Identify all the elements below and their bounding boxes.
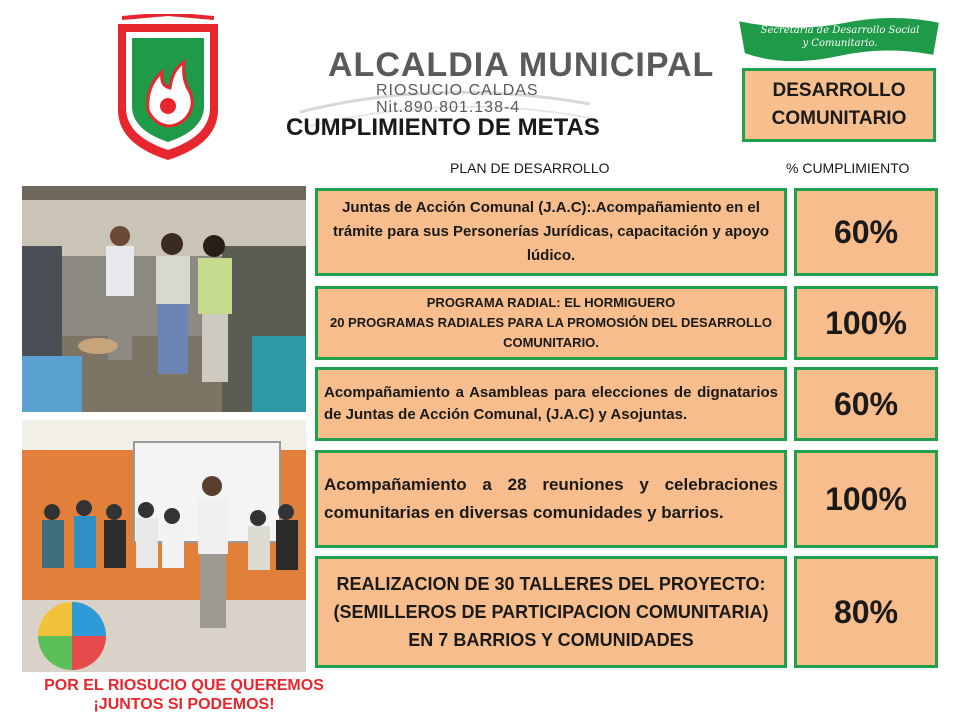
goal-row-1-percentage: 60% (794, 188, 938, 276)
goal-row-2-description (315, 286, 787, 360)
goal-row-5-description (315, 556, 787, 668)
goal-row-3-percentage: 60% (794, 367, 938, 441)
department-box: DESARROLLO COMUNITARIO (742, 68, 936, 142)
goal-row-4-text: Acompañamiento a 28 reuniones y celebraciones comunitarias en diversas comunidades y barrios. (324, 475, 778, 522)
header-title: ALCALDIA MUNICIPAL (328, 46, 715, 84)
goal-row-1-text: Juntas de Acción Comunal (J.A.C):.Acompañamiento en el trámite para sus Personerías Jurídicas, capacitación y apoyo lúdico. (332, 199, 770, 264)
alcaldia-shield-logo (112, 14, 224, 162)
column-header-plan: PLAN DE DESARROLLO (450, 160, 610, 176)
slogan-line-1: POR EL RIOSUCIO QUE QUEREMOS (44, 677, 324, 694)
slogan (34, 676, 334, 714)
goal-row-1-description (315, 188, 787, 276)
goal-row-2-percentage: 100% (794, 286, 938, 360)
goal-row-3-description (315, 367, 787, 441)
column-header-percentage: % CUMPLIMIENTO (786, 160, 910, 176)
goal-row-2-heading: PROGRAMA RADIAL: EL HORMIGUERO (426, 295, 676, 310)
goal-row-2-text: 20 PROGRAMAS RADIALES PARA LA PROMOSIÓN DEL DESARROLLO COMUNITARIO. (329, 315, 773, 350)
photo-workshop (22, 420, 306, 672)
goal-row-3-text: Acompañamiento a Asambleas para elecciones de dignatarios de Juntas de Acción Comunal, (J.A.C) y Asojuntas. (324, 384, 778, 423)
photo-community-meeting (22, 186, 306, 412)
goal-row-5-text: REALIZACION DE 30 TALLERES DEL PROYECTO: (SEMILLEROS DE PARTICIPACION COMUNITARIA) EN 7 BARRIOS Y COMUNIDADES (333, 574, 769, 650)
goal-row-4-description (315, 450, 787, 548)
goal-row-5-percentage: 80% (794, 556, 938, 668)
slogan-line-2: ¡JUNTOS SI PODEMOS! (93, 696, 275, 713)
ribbon-text: Secretaría de Desarrollo Social y Comunitario. (760, 25, 920, 49)
page-title: CUMPLIMIENTO DE METAS (286, 114, 600, 141)
goal-row-4-percentage: 100% (794, 450, 938, 548)
header-subtitle: RIOSUCIO CALDAS (376, 82, 539, 99)
header-nit: Nit.890.801.138-4 (376, 99, 521, 116)
